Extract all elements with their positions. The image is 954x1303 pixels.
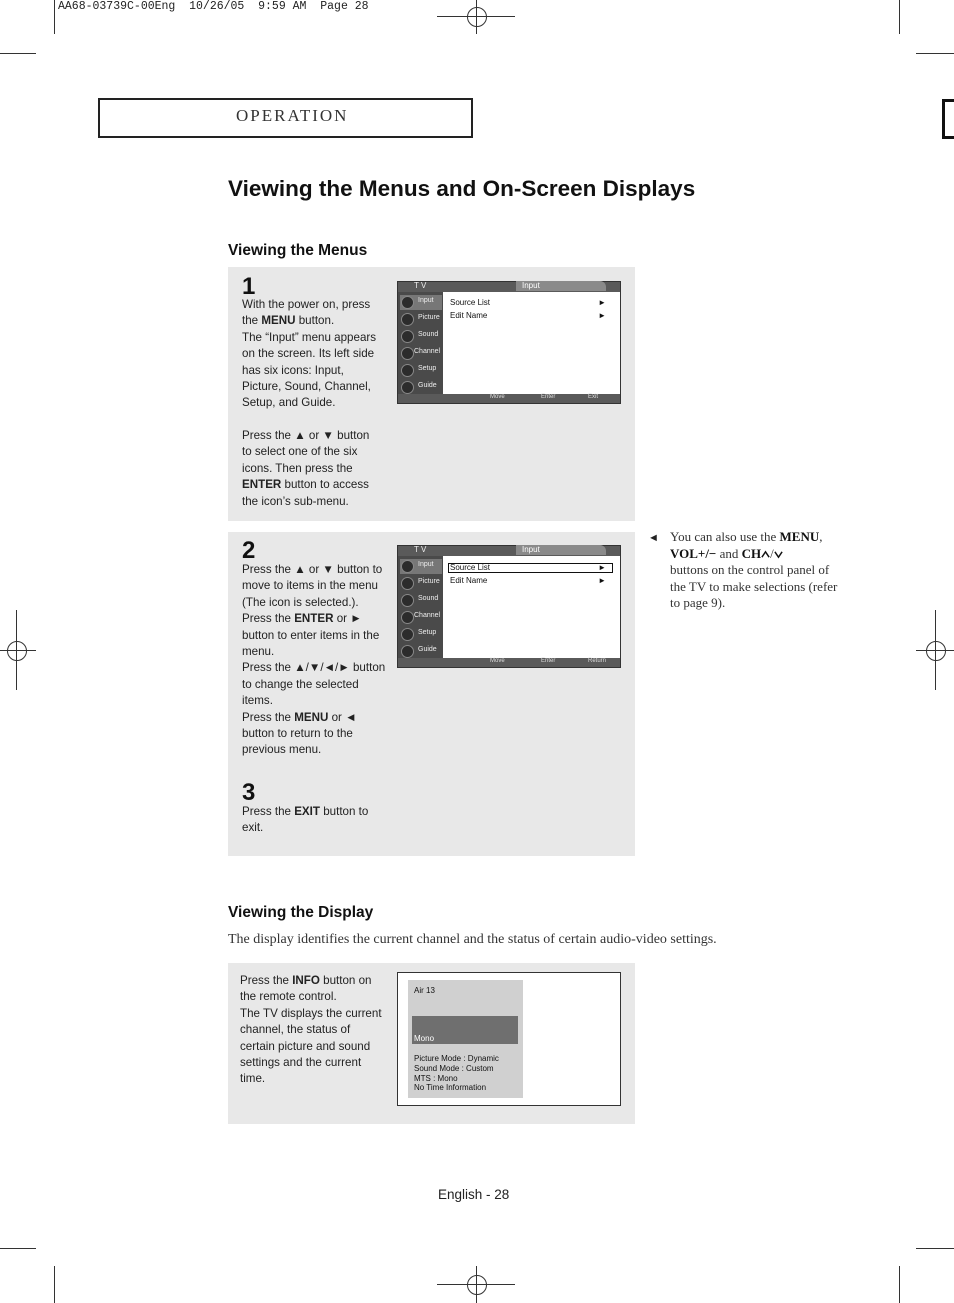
channel-icon bbox=[401, 347, 414, 360]
step-number: 2 bbox=[242, 537, 256, 564]
crop-mark bbox=[0, 1248, 36, 1249]
registration-mark bbox=[467, 1275, 487, 1295]
info-channel: Air 13 bbox=[414, 986, 435, 995]
chevron-down-icon bbox=[774, 550, 783, 559]
right-arrow-icon: ► bbox=[598, 576, 606, 585]
info-screen bbox=[397, 972, 621, 1106]
crop-mark bbox=[54, 0, 55, 34]
registration-mark bbox=[7, 641, 27, 661]
info-panel bbox=[408, 980, 523, 1098]
osd-item-channel: Channel bbox=[400, 610, 442, 625]
info-picture-mode: Picture Mode : Dynamic bbox=[414, 1054, 499, 1063]
menu-screen-source-list bbox=[397, 545, 621, 668]
info-mts: MTS : Mono bbox=[414, 1074, 458, 1083]
info-audio-band bbox=[412, 1016, 518, 1044]
osd-item-setup: Setup bbox=[400, 363, 442, 378]
step1-text-a: With the power on, press the MENU button. The “Input” menu appears on the screen. Its left side has six icons: Input, Picture, Sound, Channel, Setup, and Guide. bbox=[242, 298, 377, 410]
page-title: Viewing the Menus and On-Screen Displays bbox=[228, 176, 696, 201]
osd-item-picture: Picture bbox=[400, 312, 442, 327]
osd-item-input: Input bbox=[400, 295, 442, 310]
picture-icon bbox=[401, 313, 414, 326]
channel-icon bbox=[401, 611, 414, 624]
registration-mark bbox=[926, 641, 946, 661]
osd-icon-bar bbox=[398, 556, 443, 659]
guide-icon bbox=[401, 645, 414, 658]
section-header bbox=[98, 98, 473, 138]
osd-tab-input: Input bbox=[516, 281, 606, 291]
osd-item-sound: Sound bbox=[400, 593, 442, 608]
picture-icon bbox=[401, 577, 414, 590]
print-slug: AA68-03739C-00Eng 10/26/05 9:59 AM Page 28 bbox=[58, 0, 369, 13]
step3-text: Press the EXIT button to exit. bbox=[242, 805, 369, 835]
osd-help-bar: Move Enter Return bbox=[398, 658, 620, 667]
crop-mark bbox=[899, 0, 900, 34]
input-icon bbox=[401, 296, 414, 309]
note-marker-icon: ◄ bbox=[648, 532, 659, 544]
step-number: 3 bbox=[242, 779, 256, 806]
osd-item-picture: Picture bbox=[400, 576, 442, 591]
info-time: No Time Information bbox=[414, 1083, 487, 1092]
thumb-tab bbox=[942, 99, 954, 139]
crop-mark bbox=[899, 1266, 900, 1303]
crop-mark bbox=[916, 53, 954, 54]
display-intro: The display identifies the current channel and the status of certain audio-video settings. bbox=[228, 932, 717, 947]
osd-item-guide: Guide bbox=[400, 380, 442, 395]
osd-tv-label: T V bbox=[414, 545, 427, 554]
section-label: OPERATION bbox=[236, 106, 349, 125]
crop-mark bbox=[0, 53, 36, 54]
crop-mark bbox=[916, 1248, 954, 1249]
osd-help-bar: Move Enter Exit bbox=[398, 394, 620, 403]
osd-tab-input: Input bbox=[516, 545, 606, 555]
right-arrow-icon: ► bbox=[598, 563, 606, 572]
sound-icon bbox=[401, 594, 414, 607]
osd-item-setup: Setup bbox=[400, 627, 442, 642]
crop-mark bbox=[54, 1266, 55, 1303]
osd-tv-label: T V bbox=[414, 281, 427, 290]
step1-text-b: Press the ▲ or ▼ button to select one of the six icons. Then press the ENTER button to access the icon’s sub-menu. bbox=[242, 429, 370, 508]
osd-row-source-list: Source List bbox=[450, 298, 491, 307]
osd-item-input: Input bbox=[400, 559, 442, 574]
setup-icon bbox=[401, 628, 414, 641]
display-heading: Viewing the Display bbox=[228, 904, 374, 921]
osd-row-source-list: Source List bbox=[450, 563, 491, 572]
registration-mark bbox=[467, 7, 487, 27]
osd-icon-bar bbox=[398, 292, 443, 395]
setup-icon bbox=[401, 364, 414, 377]
info-audio: Mono bbox=[414, 1034, 435, 1043]
osd-item-channel: Channel bbox=[400, 346, 442, 361]
page-number: English - 28 bbox=[438, 1187, 510, 1202]
osd-row-edit-name: Edit Name bbox=[450, 311, 488, 320]
menus-heading: Viewing the Menus bbox=[228, 242, 368, 259]
chevron-up-icon bbox=[761, 550, 770, 559]
step2-text: Press the ▲ or ▼ button to move to items in the menu (The icon is selected.). Press the ENTER or ► button to enter items in the menu. Press the ▲/▼/◄/► button to change the selected items. Press the MENU or ◄ button to return to the previous menu. bbox=[242, 563, 386, 757]
sound-icon bbox=[401, 330, 414, 343]
right-arrow-icon: ► bbox=[598, 311, 606, 320]
osd-item-guide: Guide bbox=[400, 644, 442, 659]
right-arrow-icon: ► bbox=[598, 298, 606, 307]
guide-icon bbox=[401, 381, 414, 394]
menu-screen-input bbox=[397, 281, 621, 404]
display-text: Press the INFO button on the remote control. The TV displays the current channel, the status of certain picture and sound settings and the current time. bbox=[240, 974, 382, 1086]
osd-row-edit-name: Edit Name bbox=[450, 576, 488, 585]
info-sound-mode: Sound Mode : Custom bbox=[414, 1064, 494, 1073]
osd-item-sound: Sound bbox=[400, 329, 442, 344]
step-number: 1 bbox=[242, 273, 256, 300]
side-note: You can also use the MENU, VOL+/− and CH / buttons on the control panel of the TV to make selections (refer to page 9). bbox=[670, 529, 838, 610]
input-icon bbox=[401, 560, 414, 573]
